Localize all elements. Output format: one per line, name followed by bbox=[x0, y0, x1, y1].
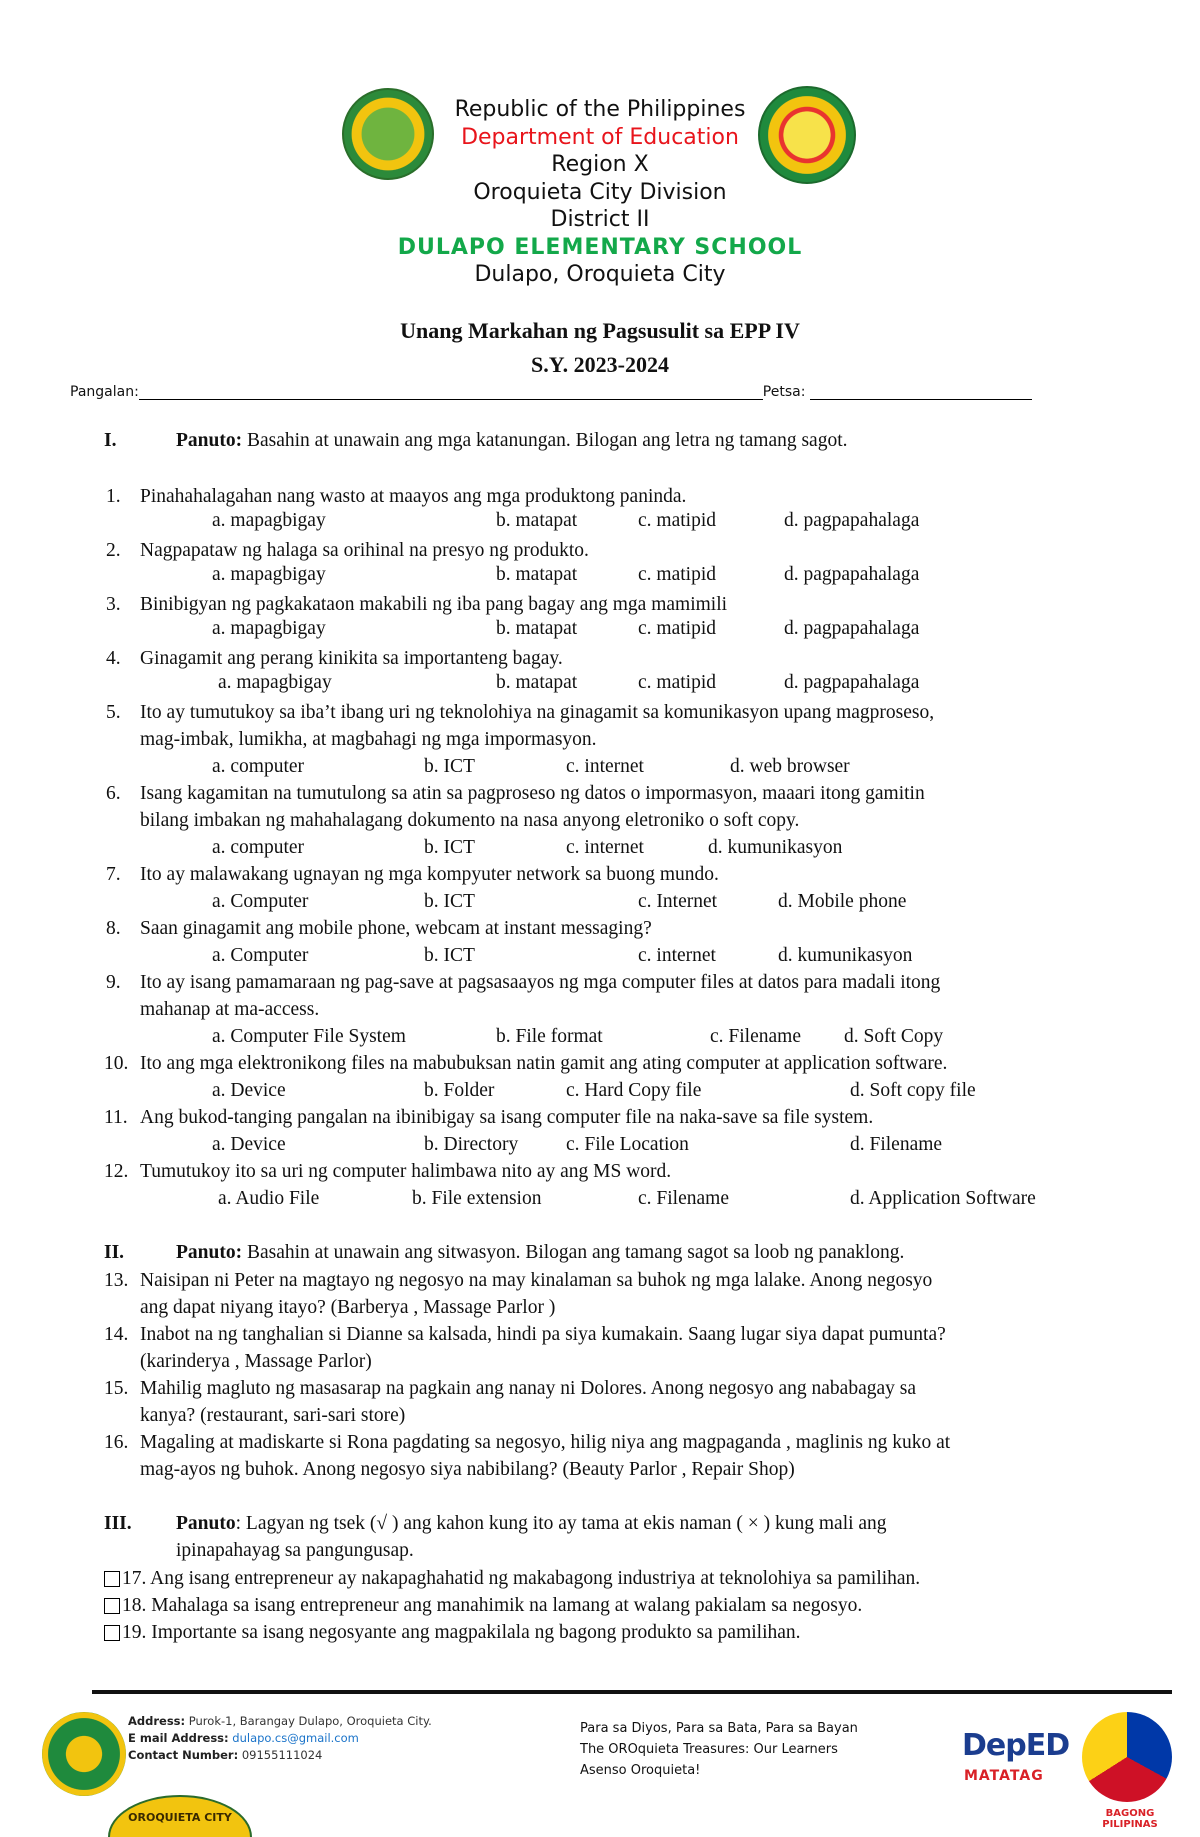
name-date-line bbox=[70, 384, 1032, 400]
answer-choice[interactable]: c. matipid bbox=[638, 564, 716, 585]
answer-choice[interactable]: c. internet bbox=[566, 756, 644, 777]
address-value: Purok-1, Barangay Dulapo, Oroquieta City. bbox=[185, 1714, 432, 1728]
situation-number: 14. bbox=[104, 1324, 129, 1345]
date-label: Petsa: bbox=[762, 384, 806, 400]
answer-choice[interactable]: b. ICT bbox=[424, 837, 475, 858]
section-3-label: Panuto bbox=[176, 1513, 236, 1534]
answer-choice[interactable]: a. Computer bbox=[212, 891, 309, 912]
answer-choice[interactable]: b. File format bbox=[496, 1026, 603, 1047]
question-number: 11. bbox=[104, 1107, 128, 1128]
situation-text: Inabot na ng tanghalian si Dianne sa kalsada, hindi pa siya kumakain. Saang lugar siya dapat pumunta? bbox=[140, 1324, 946, 1345]
question-text: Nagpapataw ng halaga sa orihinal na presyo ng produkto. bbox=[140, 540, 589, 561]
section-3-numeral: III. bbox=[104, 1513, 132, 1534]
answer-choice[interactable]: d. Soft Copy bbox=[844, 1026, 944, 1047]
department-text: Department of Education bbox=[461, 124, 739, 150]
answer-choice[interactable]: d. Mobile phone bbox=[778, 891, 907, 912]
question-text: mag-imbak, lumikha, at magbahagi ng mga impormasyon. bbox=[140, 729, 597, 750]
answer-choice[interactable]: a. mapagbigay bbox=[212, 618, 326, 639]
section-1-label: Panuto: bbox=[176, 430, 243, 451]
answer-choice[interactable]: b. Directory bbox=[424, 1134, 519, 1155]
section-1-numeral: I. bbox=[104, 430, 117, 451]
question-number: 5. bbox=[106, 702, 121, 723]
answer-choice[interactable]: b. Folder bbox=[424, 1080, 495, 1101]
question-text: Saan ginagamit ang mobile phone, webcam at instant messaging? bbox=[140, 918, 652, 939]
answer-choice[interactable]: a. mapagbigay bbox=[212, 510, 326, 531]
question-text: Ito ay malawakang ugnayan ng mga kompyuter network sa buong mundo. bbox=[140, 864, 719, 885]
question-number: 4. bbox=[106, 648, 121, 669]
answer-choice[interactable]: b. matapat bbox=[496, 672, 578, 693]
deped-wordmark: DepED bbox=[962, 1728, 1070, 1763]
footer-school-seal bbox=[42, 1712, 126, 1796]
question-number: 10. bbox=[104, 1053, 129, 1074]
division-text: Oroquieta City Division bbox=[473, 179, 727, 205]
motto-line-1: Para sa Diyos, Para sa Bata, Para sa Bayan bbox=[580, 1721, 858, 1736]
answer-choice[interactable]: c. internet bbox=[638, 945, 716, 966]
letterhead bbox=[0, 96, 1200, 289]
date-blank[interactable] bbox=[810, 385, 1032, 400]
question-number: 6. bbox=[106, 783, 121, 804]
answer-checkbox[interactable] bbox=[104, 1571, 120, 1587]
answer-choice[interactable]: c. File Location bbox=[566, 1134, 689, 1155]
question-number: 8. bbox=[106, 918, 121, 939]
answer-choice[interactable]: d. Application Software bbox=[850, 1188, 1036, 1209]
school-year: S.Y. 2023-2024 bbox=[531, 352, 669, 377]
situation-text: Mahilig magluto ng masasarap na pagkain ang nanay ni Dolores. Anong negosyo ang nababagay sa bbox=[140, 1378, 917, 1399]
section-3-heading bbox=[104, 1513, 887, 1535]
question-text: Ito ay tumutukoy sa iba’t ibang uri ng teknolohiya na ginagamit sa komunikasyon upang magproseso, bbox=[140, 702, 935, 723]
contact-label: Contact Number: bbox=[128, 1748, 239, 1762]
school-name: DULAPO ELEMENTARY SCHOOL bbox=[397, 234, 803, 260]
answer-choice[interactable]: a. Computer bbox=[212, 945, 309, 966]
question-text: Ginagamit ang perang kinikita sa importanteng bagay. bbox=[140, 648, 563, 669]
situation-text: Magaling at madiskarte si Rona pagdating sa negosyo, hilig niya ang magpaganda , maglinis ng kuko at bbox=[140, 1432, 951, 1453]
question-number: 9. bbox=[106, 972, 121, 993]
city-emblem-text: OROQUIETA CITY bbox=[128, 1811, 232, 1824]
question-text: Tumutukoy ito sa uri ng computer halimbawa nito ay ang MS word. bbox=[140, 1161, 672, 1182]
answer-choice[interactable]: a. Computer File System bbox=[212, 1026, 406, 1047]
statement-text: Mahalaga sa isang entrepreneur ang manahimik na lamang at walang pakialam sa negosyo. bbox=[146, 1595, 863, 1616]
city-emblem bbox=[108, 1795, 252, 1837]
bagong-pilipinas-logo bbox=[1082, 1712, 1172, 1802]
answer-choice[interactable]: d. pagpapahalaga bbox=[784, 510, 920, 531]
statement-number: 17. bbox=[122, 1568, 147, 1589]
motto-line-3: Asenso Oroquieta! bbox=[580, 1763, 701, 1778]
question-text: Ang bukod-tanging pangalan na ibinibigay sa isang computer file na naka-save sa file system. bbox=[140, 1107, 874, 1128]
answer-choice[interactable]: d. pagpapahalaga bbox=[784, 618, 920, 639]
email-label: E mail Address: bbox=[128, 1731, 229, 1745]
situation-number: 16. bbox=[104, 1432, 129, 1453]
question-number: 2. bbox=[106, 540, 121, 561]
footer-motto bbox=[580, 1718, 858, 1781]
section-2-numeral: II. bbox=[104, 1242, 125, 1263]
answer-choice[interactable]: d. kumunikasyon bbox=[708, 837, 843, 858]
question-text: Binibigyan ng pagkakataon makabili ng iba pang bagay ang mga mamimili bbox=[140, 594, 728, 615]
contact-value: 09155111024 bbox=[238, 1748, 323, 1762]
answer-choice[interactable]: b. ICT bbox=[424, 945, 475, 966]
question-number: 3. bbox=[106, 594, 121, 615]
question-text: Isang kagamitan na tumutulong sa atin sa pagproseso ng datos o impormasyon, maaari itong gamitin bbox=[140, 783, 925, 804]
section-2-heading bbox=[104, 1242, 905, 1264]
answer-choice[interactable]: b. matapat bbox=[496, 510, 578, 531]
motto-line-2: The OROquieta Treasures: Our Learners bbox=[580, 1742, 838, 1757]
answer-checkbox[interactable] bbox=[104, 1598, 120, 1614]
answer-choice[interactable]: b. File extension bbox=[412, 1188, 542, 1209]
section-3-instruction-cont: ipinapahayag sa pangungusap. bbox=[176, 1540, 414, 1561]
answer-choice[interactable]: d. Filename bbox=[850, 1134, 943, 1155]
name-blank[interactable] bbox=[139, 385, 763, 400]
answer-choice[interactable]: c. matipid bbox=[638, 672, 716, 693]
statement-text: Importante sa isang negosyante ang magpakilala ng bagong produkto sa pamilihan. bbox=[146, 1622, 801, 1643]
question-number: 7. bbox=[106, 864, 121, 885]
deped-matatag-logo bbox=[962, 1728, 1070, 1788]
bagong-pilipinas-label: BAGONG PILIPINAS bbox=[1102, 1808, 1158, 1830]
answer-checkbox[interactable] bbox=[104, 1625, 120, 1641]
true-false-statement bbox=[122, 1595, 862, 1617]
republic-text: Republic of the Philippines bbox=[454, 97, 746, 122]
answer-choice[interactable]: b. matapat bbox=[496, 618, 578, 639]
district-text: District II bbox=[550, 207, 650, 232]
question-number: 1. bbox=[106, 486, 121, 507]
question-number: 12. bbox=[104, 1161, 129, 1182]
situation-text: ang dapat niyang itayo? (Barberya , Massage Parlor ) bbox=[140, 1297, 556, 1318]
section-3-instruction: : Lagyan ng tsek (√ ) ang kahon kung ito ay tama at ekis naman ( × ) kung mali ang bbox=[235, 1513, 887, 1534]
situation-text: (karinderya , Massage Parlor) bbox=[140, 1351, 372, 1372]
answer-choice[interactable]: d. kumunikasyon bbox=[778, 945, 913, 966]
answer-choice[interactable]: a. mapagbigay bbox=[218, 672, 332, 693]
section-1-heading bbox=[104, 430, 848, 452]
exam-title: Unang Markahan ng Pagsusulit sa EPP IV bbox=[400, 318, 800, 343]
answer-choice[interactable]: c. Filename bbox=[638, 1188, 729, 1209]
school-location: Dulapo, Oroquieta City bbox=[474, 262, 726, 287]
answer-choice[interactable]: a. mapagbigay bbox=[212, 564, 326, 585]
answer-choice[interactable]: c. matipid bbox=[638, 510, 716, 531]
question-text: Ito ay isang pamamaraan ng pag-save at pagsasaayos ng mga computer files at datos para madali itong bbox=[140, 972, 941, 993]
statement-number: 18. bbox=[122, 1595, 147, 1616]
address-label: Address: bbox=[128, 1714, 186, 1728]
section-2-instruction: Basahin at unawain ang sitwasyon. Bilogan ang tamang sagot sa loob ng panaklong. bbox=[242, 1242, 905, 1263]
answer-choice[interactable]: c. Internet bbox=[638, 891, 718, 912]
true-false-statement bbox=[122, 1568, 920, 1590]
section-2-label: Panuto: bbox=[176, 1242, 243, 1263]
answer-choice[interactable]: a. Device bbox=[212, 1080, 286, 1101]
question-text: bilang imbakan ng mahahalagang dokumento na nasa anyong eletroniko o soft copy. bbox=[140, 810, 800, 831]
footer-contact bbox=[128, 1713, 432, 1764]
situation-text: Naisipan ni Peter na magtayo ng negosyo na may kinalaman sa buhok ng mga lalake. Anong negosyo bbox=[140, 1270, 933, 1291]
email-link[interactable]: dulapo.cs@gmail.com bbox=[228, 1731, 359, 1745]
situation-text: kanya? (restaurant, sari-sari store) bbox=[140, 1405, 406, 1426]
situation-number: 13. bbox=[104, 1270, 129, 1291]
answer-choice[interactable]: b. ICT bbox=[424, 756, 475, 777]
answer-choice[interactable]: d. web browser bbox=[730, 756, 850, 777]
question-text: Pinahahalagahan nang wasto at maayos ang mga produktong paninda. bbox=[140, 486, 687, 507]
answer-choice[interactable]: a. Audio File bbox=[218, 1188, 320, 1209]
situation-text: mag-ayos ng buhok. Anong negosyo siya nabibilang? (Beauty Parlor , Repair Shop) bbox=[140, 1459, 795, 1480]
answer-choice[interactable]: b. ICT bbox=[424, 891, 475, 912]
answer-choice[interactable]: c. Hard Copy file bbox=[566, 1080, 702, 1101]
answer-choice[interactable]: d. pagpapahalaga bbox=[784, 564, 920, 585]
question-text: Ito ang mga elektronikong files na mabubuksan natin gamit ang ating computer at application software. bbox=[140, 1053, 948, 1074]
answer-choice[interactable]: c. matipid bbox=[638, 618, 716, 639]
answer-choice[interactable]: c. internet bbox=[566, 837, 644, 858]
answer-choice[interactable]: d. pagpapahalaga bbox=[784, 672, 920, 693]
question-text: mahanap at ma-access. bbox=[140, 999, 320, 1020]
region-text: Region X bbox=[551, 152, 649, 177]
section-1-instruction: Basahin at unawain ang mga katanungan. Bilogan ang letra ng tamang sagot. bbox=[242, 430, 848, 451]
matatag-wordmark: MATATAG bbox=[964, 1768, 1044, 1784]
answer-choice[interactable]: a. computer bbox=[212, 756, 305, 777]
answer-choice[interactable]: d. Soft copy file bbox=[850, 1080, 976, 1101]
footer-divider bbox=[92, 1690, 1172, 1694]
name-label: Pangalan: bbox=[70, 384, 139, 400]
statement-number: 19. bbox=[122, 1622, 147, 1643]
answer-choice[interactable]: a. computer bbox=[212, 837, 305, 858]
answer-choice[interactable]: a. Device bbox=[212, 1134, 286, 1155]
answer-choice[interactable]: b. matapat bbox=[496, 564, 578, 585]
situation-number: 15. bbox=[104, 1378, 129, 1399]
statement-text: Ang isang entrepreneur ay nakapaghahatid ng makabagong industriya at teknolohiya sa pamilihan. bbox=[146, 1568, 921, 1589]
true-false-statement bbox=[122, 1622, 801, 1644]
answer-choice[interactable]: c. Filename bbox=[710, 1026, 801, 1047]
